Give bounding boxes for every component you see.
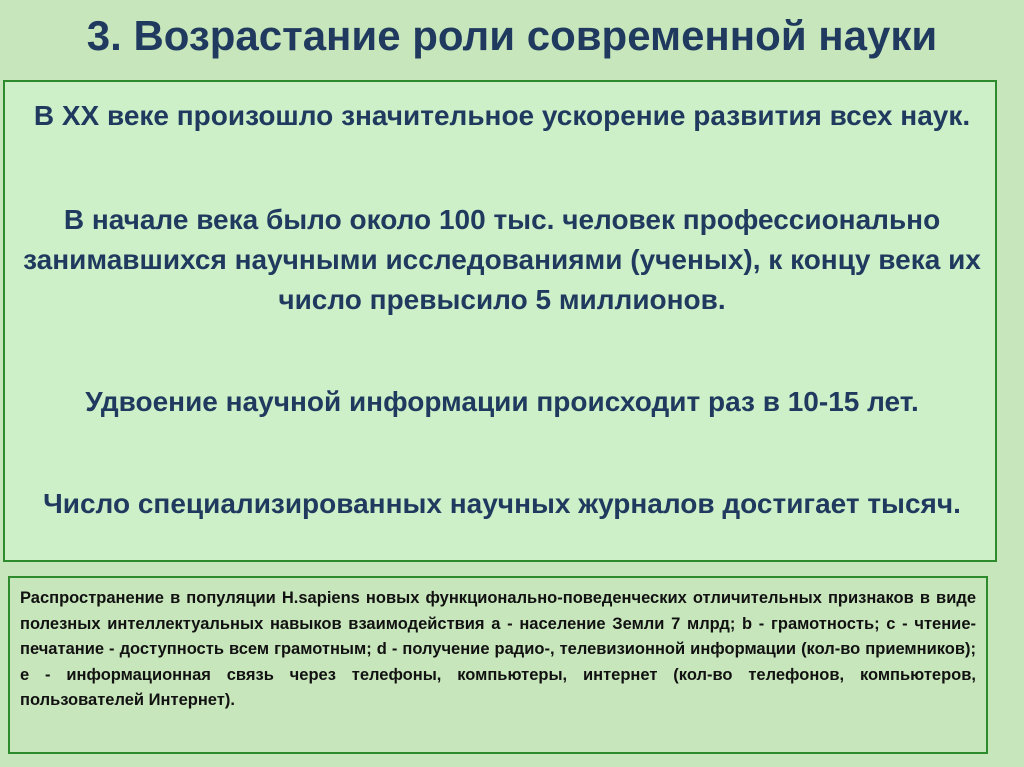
paragraph-scientists-count: В начале века было около 100 тыс. человек профессионально занимавшихся научными исследованиями (ученых), к концу века их число превысило 5 миллионов.: [23, 204, 981, 315]
paragraph-acceleration: В XX веке произошло значительное ускорение развития всех наук.: [33, 100, 971, 131]
main-text-box: [3, 80, 997, 562]
note-box: [8, 576, 988, 754]
paragraph-information-doubling: Удвоение научной информации происходит раз в 10-15 лет.: [85, 386, 919, 417]
note-text: Распространение в популяции H.sapiens новых функционально-поведенческих отличительных признаков в виде полезных интеллектуальных навыков взаимодействия а - население Земли 7 млрд; b - грамотность; с - чтение-печатание - доступность всем грамотным; d - получение радио-, телевизионной информации (кол-во приемников); е - информационная связь через телефоны, компьютеры, интернет (кол-во телефонов, компьютеров, пользователей Интернет).: [20, 589, 976, 709]
paragraph-journals: Число специализированных научных журналов достигает тысяч.: [43, 488, 961, 519]
slide-title: 3. Возрастание роли современной науки: [86, 12, 938, 59]
